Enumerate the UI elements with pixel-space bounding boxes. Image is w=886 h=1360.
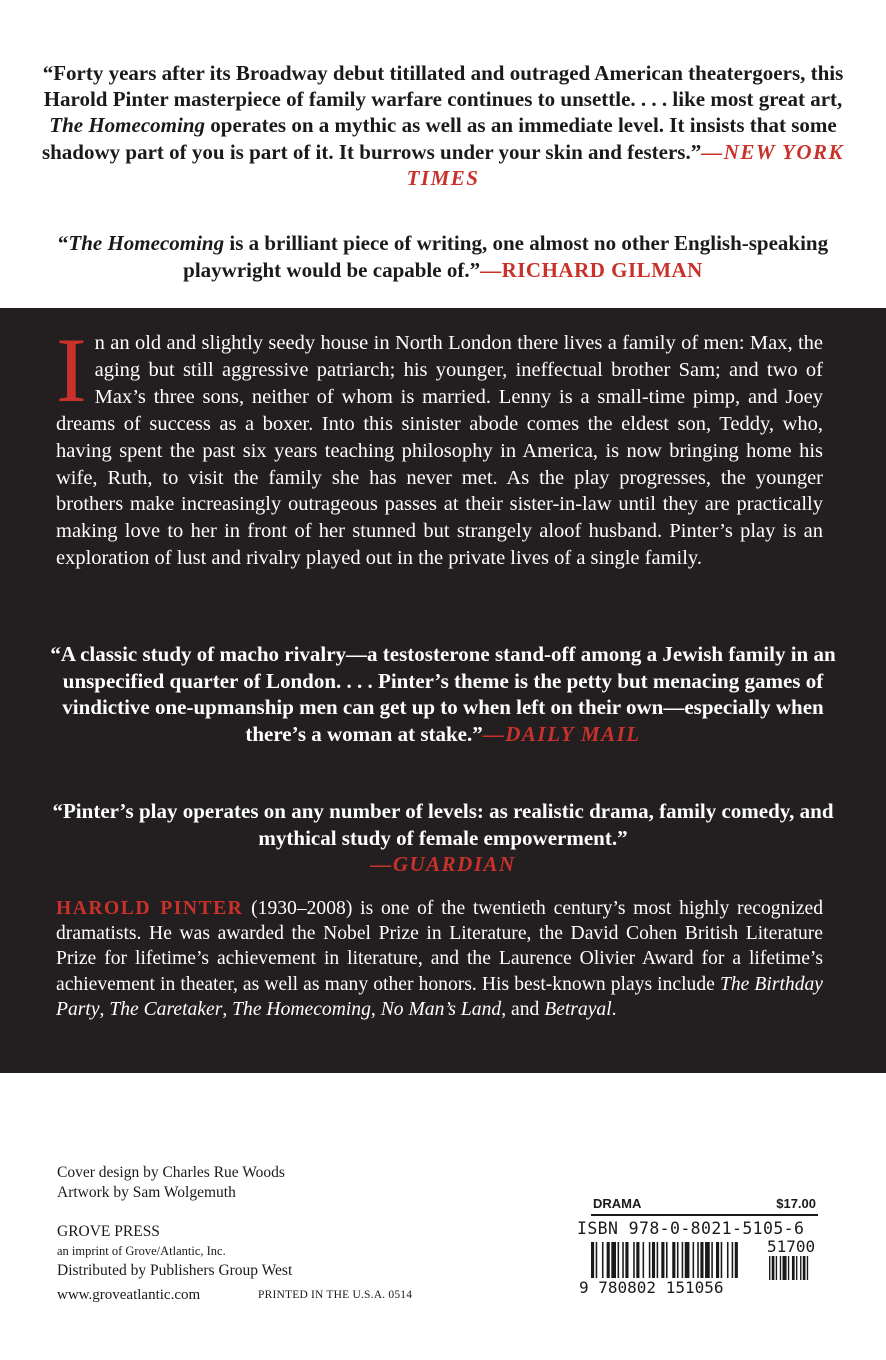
- review-quote-new-york-times: [40, 60, 846, 191]
- distributor-line: Distributed by Publishers Group West: [57, 1262, 293, 1279]
- separator: ,: [370, 998, 381, 1020]
- review-quote-daily-mail: [40, 641, 846, 747]
- printed-in-note: PRINTED IN THE U.S.A. 0514: [258, 1289, 413, 1301]
- play-title: The Homecoming: [49, 113, 206, 138]
- separator: ,: [222, 998, 233, 1020]
- quote-text: “Forty years after its Broadway debut titillated and outraged American theatergoers, this Harold Pinter masterpiece of family warfare continues to unsettle. . . . like most great art,: [42, 61, 844, 112]
- quote-text: operates on a mythic as well as an immediate level. It insists that some shadowy part of you is part of it. It burrows under your skin and festers.”: [41, 113, 837, 164]
- quote-source: —RICHARD GILMAN: [480, 257, 703, 282]
- isbn-barcode-block: [577, 1192, 827, 1302]
- publisher-name: GROVE PRESS: [57, 1223, 160, 1240]
- author-name: HAROLD PINTER: [56, 898, 244, 919]
- separator: , and: [501, 998, 545, 1020]
- artwork-credit: Artwork by Sam Wolgemuth: [57, 1184, 236, 1201]
- barcode-header: [591, 1194, 818, 1216]
- bio-text: (1930–2008) is one of the twentieth century’s most highly recognized dramatists. He was awarded the Nobel Prize in Literature, the David Cohen British Literature Prize for lifetime’s achievement in literature, and the Laurence Olivier Award for a lifetime’s achievement in theater, as well as many other honors. His best-known plays include: [56, 898, 823, 995]
- quote-source: —GUARDIAN: [370, 852, 516, 877]
- play-title: The Homecoming: [68, 231, 225, 255]
- play-title: The Birthday Party: [56, 973, 824, 1020]
- open-quote: “: [57, 231, 69, 255]
- synopsis-panel: [0, 308, 886, 1073]
- cover-design-credit: Cover design by Charles Rue Woods: [57, 1164, 285, 1181]
- barcode-icon: [591, 1242, 827, 1282]
- drop-cap: I: [56, 319, 87, 421]
- play-title: Betrayal: [544, 998, 612, 1020]
- play-title: The Caretaker: [109, 998, 223, 1020]
- price-addon-code: 51700: [767, 1237, 816, 1256]
- synopsis-paragraph: [56, 319, 823, 572]
- design-credits: [57, 1163, 285, 1203]
- isbn-number: ISBN 978-0-8021-5105-6: [577, 1219, 805, 1238]
- quote-text: is a brilliant piece of writing, one almost no other English-speaking playwright would be capable of.”: [183, 231, 829, 282]
- barcode-digits: 9 780802 151056: [579, 1278, 724, 1297]
- publisher-website: www.groveatlantic.com: [57, 1287, 201, 1303]
- review-quote-guardian: [40, 798, 846, 878]
- imprint-line: an imprint of Grove/Atlantic, Inc.: [57, 1243, 226, 1258]
- book-price: $17.00: [776, 1196, 816, 1211]
- synopsis-text: n an old and slightly seedy house in North London there lives a family of men: Max, the aging but still aggressive patriarch; his younger, ineffectual brother Sam; and two of Max’s three sons, neither of whom is married. Lenny is a small-time pimp, and Joey dreams of success as a boxer. Into this sinister abode comes the eldest son, Teddy, who, having spent the past six years teaching philosophy in America, is now bringing home his wife, Ruth, to visit the family she has never met. As the play progresses, the younger brothers make increasingly outrageous passes at their sister-in-law until they are practically making love to her in front of her stunned but strangely aloof husband. Pinter’s play is an exploration of lust and rivalry played out in the private lives of a single family.: [56, 332, 823, 570]
- quote-source: —NEW YORK TIMES: [406, 139, 845, 190]
- author-bio: [56, 896, 823, 1022]
- quote-text: “A classic study of macho rivalry—a testosterone stand-off among a Jewish family in an unspecified quarter of London. . . . Pinter’s theme is the petty but menacing games of vindictive one-upmanship men can get up to when left on their own—especially when there’s a woman at stake.”: [50, 642, 836, 746]
- separator: .: [611, 998, 617, 1020]
- quote-text: “Pinter’s play operates on any number of levels: as realistic drama, family comedy, and mythical study of female empowerment.”: [52, 799, 834, 850]
- play-title: The Homecoming: [232, 998, 371, 1020]
- publisher-info: [57, 1222, 292, 1281]
- quote-source: —DAILY MAIL: [482, 721, 641, 746]
- separator: ,: [99, 998, 110, 1020]
- book-category: DRAMA: [593, 1196, 642, 1211]
- play-title: No Man’s Land: [380, 998, 502, 1020]
- review-quote-richard-gilman: [40, 230, 846, 283]
